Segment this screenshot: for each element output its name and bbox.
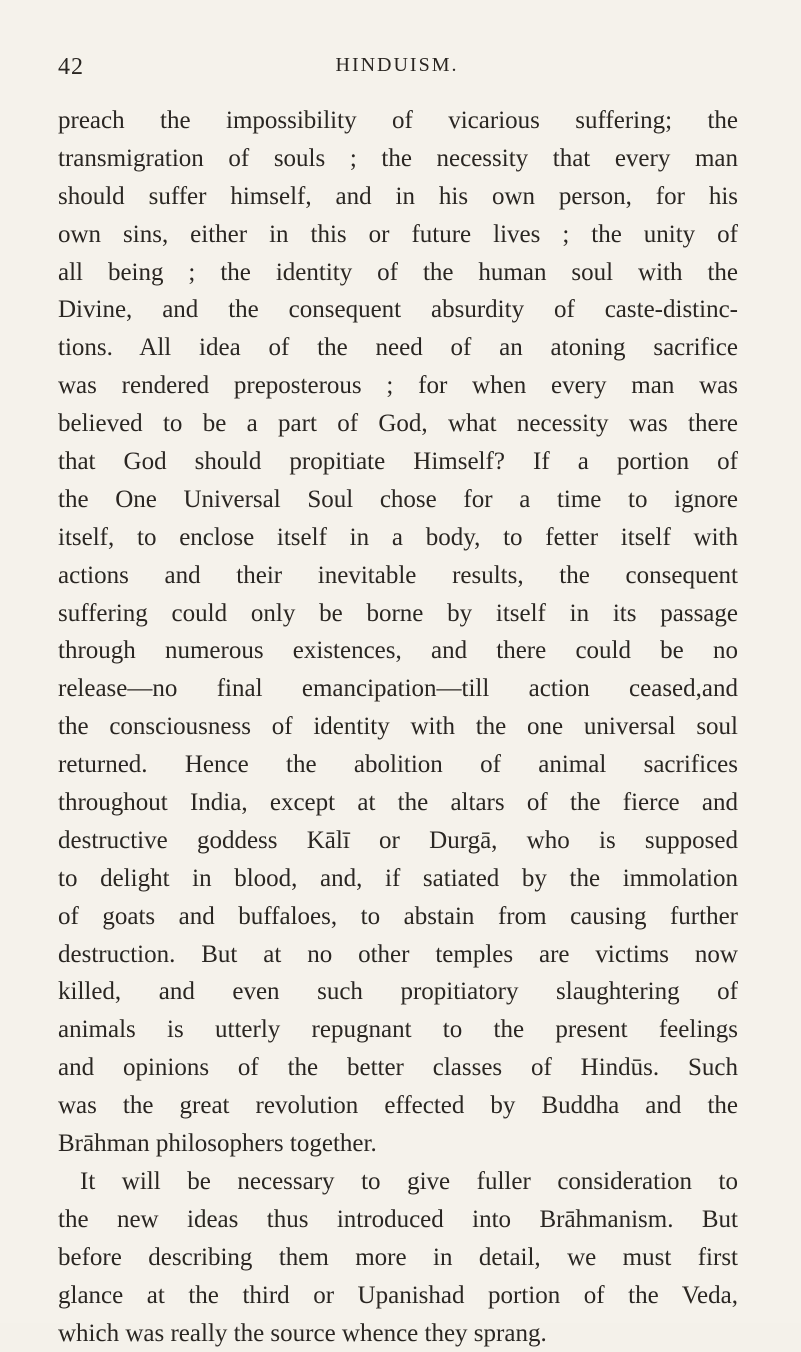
text-line: release—no final emancipation—till action ceased,and — [58, 670, 738, 708]
text-line: was the great revolution effected by Buddha and the — [58, 1087, 738, 1125]
text-line: before describing them more in detail, we must first — [58, 1239, 738, 1277]
text-line: all being ; the identity of the human soul with the — [58, 254, 738, 292]
text-line: itself, to enclose itself in a body, to fetter itself with — [58, 519, 738, 557]
text-line: that God should propitiate Himself? If a portion of — [58, 443, 738, 481]
text-line: destructive goddess Kālī or Durgā, who is supposed — [58, 822, 738, 860]
text-line: suffering could only be borne by itself in its passage — [58, 595, 738, 633]
text-line: the One Universal Soul chose for a time to ignore — [58, 481, 738, 519]
text-line: destruction. But at no other temples are victims now — [58, 936, 738, 974]
text-line: animals is utterly repugnant to the present feelings — [58, 1011, 738, 1049]
page-number: 42 — [58, 54, 84, 81]
text-line: believed to be a part of God, what necessity was there — [58, 405, 738, 443]
text-line: killed, and even such propitiatory slaughtering of — [58, 973, 738, 1011]
text-line: throughout India, except at the altars of the fierce and — [58, 784, 738, 822]
text-line: Divine, and the consequent absurdity of caste-distinc- — [58, 291, 738, 329]
paragraph-end-line: which was really the source whence they sprang. — [58, 1315, 738, 1352]
text-line: actions and their inevitable results, the consequent — [58, 557, 738, 595]
paragraph-end-line: Brāhman philosophers together. — [58, 1125, 738, 1163]
text-line: and opinions of the better classes of Hindūs. Such — [58, 1049, 738, 1087]
text-line: to delight in blood, and, if satiated by the immolation — [58, 860, 738, 898]
text-line: the consciousness of identity with the one universal soul — [58, 708, 738, 746]
text-line: of goats and buffaloes, to abstain from causing further — [58, 898, 738, 936]
text-line: preach the impossibility of vicarious suffering; the — [58, 102, 738, 140]
paragraph-start-line: It will be necessary to give fuller consideration to — [58, 1163, 738, 1201]
running-head — [58, 54, 736, 84]
text-line: returned. Hence the abolition of animal sacrifices — [58, 746, 738, 784]
text-line: glance at the third or Upanishad portion of the Veda, — [58, 1277, 738, 1315]
text-line: the new ideas thus introduced into Brāhmanism. But — [58, 1201, 738, 1239]
text-line: through numerous existences, and there could be no — [58, 632, 738, 670]
body-text — [58, 102, 738, 1352]
text-line: should suffer himself, and in his own person, for his — [58, 178, 738, 216]
text-line: tions. All idea of the need of an atoning sacrifice — [58, 329, 738, 367]
text-line: own sins, either in this or future lives ; the unity of — [58, 216, 738, 254]
text-line: transmigration of souls ; the necessity that every man — [58, 140, 738, 178]
running-title: HINDUISM. — [58, 54, 736, 77]
text-line: was rendered preposterous ; for when every man was — [58, 367, 738, 405]
